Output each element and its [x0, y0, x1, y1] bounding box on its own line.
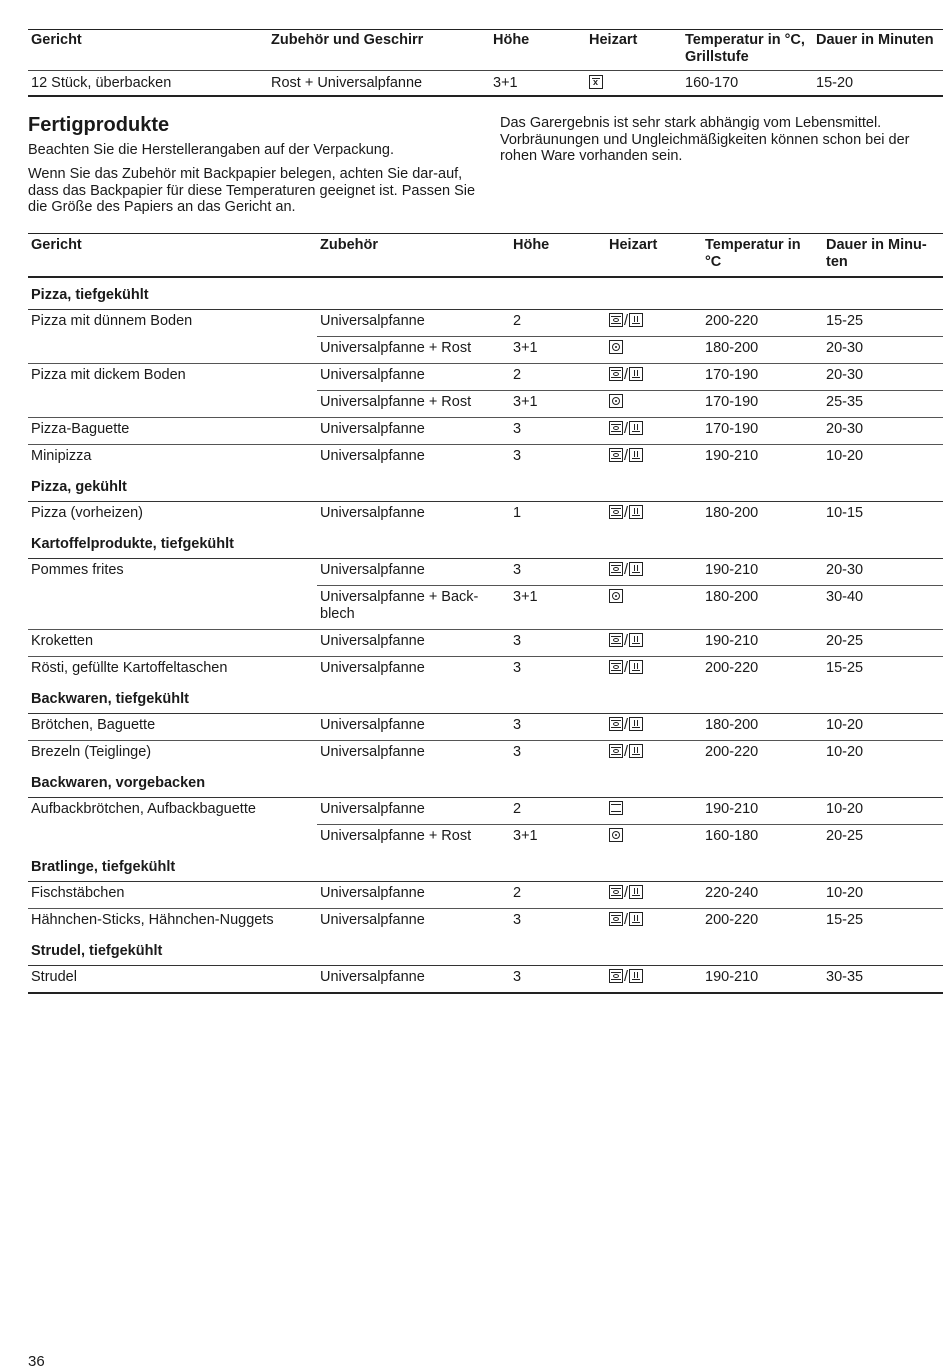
group-header-row: [28, 683, 943, 714]
cell-temperatur: 180-200: [705, 505, 759, 521]
hot-air-3d-icon: [609, 505, 623, 519]
cell-hoehe: 3+1: [510, 825, 606, 852]
cell-gericht: [28, 391, 317, 418]
header-hoehe: Höhe: [510, 234, 606, 278]
header-temperatur: Temperatur in °C, Grillstufe: [682, 30, 813, 71]
cell-temperatur: 180-200: [702, 337, 823, 364]
header-zubehoer: Zubehör: [317, 234, 510, 278]
header-dauer: Dauer in Minuten: [813, 30, 943, 71]
cell-dauer: 10-20: [826, 801, 864, 817]
intro-paragraph: Beachten Sie die Herstellerangaben auf der Verpackung.: [28, 142, 394, 158]
group-title: Bratlinge, tiefgekühlt: [28, 851, 943, 882]
cell-gericht: Fischstäbchen: [31, 885, 125, 901]
group-header-row: [28, 935, 943, 966]
pizza-setting-icon: [629, 367, 643, 381]
cell-temperatur: 180-200: [705, 717, 759, 733]
fan-heat-icon: [609, 828, 623, 842]
cell-hoehe: 3: [510, 657, 606, 684]
cell-hoehe: 2: [513, 885, 522, 901]
cell-heizart: [606, 882, 702, 909]
icon-separator: /: [624, 421, 629, 437]
cell-heizart: [606, 657, 702, 684]
pizza-setting-icon: [629, 505, 643, 519]
cell-heizart: [586, 71, 682, 97]
table-row: [28, 825, 943, 852]
cell-dauer: 20-25: [823, 825, 943, 852]
cell-gericht: Brötchen, Baguette: [31, 717, 156, 733]
cell-hoehe: 3: [510, 630, 606, 657]
cell-heizart: [606, 909, 702, 936]
cell-gericht: Pizza (vorheizen): [31, 505, 144, 521]
cell-dauer: 15-25: [826, 313, 864, 329]
pizza-setting-icon: [629, 717, 643, 731]
icon-separator: /: [624, 562, 629, 578]
fan-heat-icon: [609, 394, 623, 408]
cell-zubehoer: Universalpfanne: [317, 445, 510, 472]
hot-air-3d-icon: [609, 744, 623, 758]
cell-temperatur: 190-210: [705, 562, 759, 578]
hot-air-3d-icon: [609, 448, 623, 462]
cell-gericht: Aufbackbrötchen, Aufbackbaguette: [31, 801, 256, 817]
cell-dauer: 20-30: [826, 562, 864, 578]
pizza-setting-icon: [629, 421, 643, 435]
cell-dauer: 30-35: [823, 966, 943, 994]
cell-heizart: [606, 630, 702, 657]
table-row: [28, 364, 943, 391]
cell-hoehe: 3: [513, 562, 522, 578]
hot-air-3d-icon: [609, 885, 623, 899]
table-row: [28, 502, 943, 529]
cell-temperatur: 170-190: [702, 391, 823, 418]
table-row: [28, 741, 943, 768]
cell-zubehoer: Universalpfanne: [317, 418, 510, 445]
cell-hoehe: 3: [513, 717, 522, 733]
cell-temperatur: 190-210: [702, 630, 823, 657]
cell-heizart: [606, 966, 702, 994]
icon-separator: /: [624, 633, 629, 649]
icon-separator: /: [624, 313, 629, 329]
cell-zubehoer: Universalpfanne: [317, 909, 510, 936]
group-title: Kartoffelprodukte, tiefgekühlt: [28, 528, 943, 559]
cell-temperatur: 200-220: [702, 741, 823, 768]
table-row: [28, 798, 943, 825]
header-heizart: Heizart: [586, 30, 682, 71]
hot-air-3d-icon: [609, 421, 623, 435]
table-row: [28, 882, 943, 909]
cell-temperatur: 200-220: [702, 657, 823, 684]
cell-temperatur: 170-190: [702, 418, 823, 445]
cell-dauer: 15-25: [823, 909, 943, 936]
cell-zubehoer: Universalpfanne: [317, 657, 510, 684]
cell-zubehoer: Universalpfanne: [320, 562, 425, 578]
cell-temperatur: 190-210: [705, 801, 759, 817]
icon-separator: /: [624, 969, 629, 985]
cell-temperatur: 220-240: [705, 885, 759, 901]
header-gericht: Gericht: [28, 234, 317, 278]
group-header-row: [28, 851, 943, 882]
cell-temperatur: 190-210: [702, 966, 823, 994]
cell-heizart: [606, 714, 702, 741]
cell-hoehe: 3: [510, 418, 606, 445]
fertigprodukte-table: [28, 233, 943, 994]
top-bottom-heat-icon: [609, 801, 623, 815]
table-row: [28, 310, 943, 337]
cell-hoehe: 3: [510, 909, 606, 936]
header-gericht: Gericht: [28, 30, 268, 71]
table-header-row: [28, 234, 943, 278]
cell-dauer: 30-40: [823, 586, 943, 630]
cell-dauer: 25-35: [823, 391, 943, 418]
cell-temperatur: 160-180: [702, 825, 823, 852]
cell-gericht: Brezeln (Teiglinge): [28, 741, 317, 768]
cell-heizart: [606, 502, 702, 529]
cell-heizart: [606, 337, 702, 364]
cell-hoehe: 3+1: [510, 586, 606, 630]
pizza-setting-icon: [629, 313, 643, 327]
baking-paper-paragraph: Wenn Sie das Zubehör mit Backpapier belegen, achten Sie dar-auf, dass das Backpapier für diese Temperaturen geeignet ist. Passen Sie die Größe des Papiers an das Gericht an.: [28, 166, 476, 215]
table-row: [28, 909, 943, 936]
pizza-setting-icon: [629, 562, 643, 576]
cell-gericht: Pizza mit dickem Boden: [28, 364, 317, 391]
cell-hoehe: 3+1: [493, 75, 518, 91]
cell-zubehoer: Universalpfanne + Rost: [317, 337, 510, 364]
table-row: [28, 657, 943, 684]
cell-zubehoer: Universalpfanne + Back-blech: [317, 586, 510, 630]
cell-zubehoer: Universalpfanne: [320, 885, 425, 901]
pizza-setting-icon: [629, 633, 643, 647]
cell-hoehe: 3: [510, 966, 606, 994]
icon-separator: /: [624, 717, 629, 733]
cell-zubehoer: Universalpfanne: [320, 505, 425, 521]
cell-hoehe: 2: [513, 313, 522, 329]
table-row: [28, 391, 943, 418]
group-title: Backwaren, tiefgekühlt: [28, 683, 943, 714]
previous-table-continuation: [28, 29, 943, 97]
cell-heizart: [606, 310, 702, 337]
cell-dauer: 20-30: [823, 418, 943, 445]
cell-gericht: 12 Stück, überbacken: [31, 75, 172, 91]
cell-heizart: [606, 559, 702, 586]
cell-hoehe: 1: [513, 505, 522, 521]
cell-temperatur: 180-200: [702, 586, 823, 630]
table-row: [28, 586, 943, 630]
hot-air-3d-icon: [609, 969, 623, 983]
fan-heat-icon: [609, 589, 623, 603]
table-row: [28, 418, 943, 445]
cell-hoehe: 3+1: [510, 391, 606, 418]
group-title: Strudel, tiefgekühlt: [28, 935, 943, 966]
cell-heizart: [606, 825, 702, 852]
group-title: Pizza, gekühlt: [28, 471, 943, 502]
table-row: [28, 559, 943, 586]
cell-gericht: Pizza mit dünnem Boden: [31, 313, 193, 329]
cell-dauer: 20-30: [823, 337, 943, 364]
cell-dauer: 10-20: [823, 741, 943, 768]
cell-gericht: Strudel: [28, 966, 317, 994]
cell-heizart: [606, 418, 702, 445]
cell-gericht: [28, 337, 317, 364]
header-dauer: Dauer in Minu-ten: [823, 234, 943, 278]
cell-hoehe: 3: [510, 741, 606, 768]
result-note-paragraph: Das Garergebnis ist sehr stark abhängig vom Lebensmittel. Vorbräunungen und Ungleichmäßigkeiten können schon bei der rohen Ware vorhanden sein.: [500, 115, 910, 164]
cell-hoehe: 2: [510, 364, 606, 391]
cell-gericht: Kroketten: [28, 630, 317, 657]
cell-temperatur: 200-220: [705, 313, 759, 329]
hot-air-3d-icon: [609, 660, 623, 674]
hot-air-3d-icon: [609, 717, 623, 731]
group-title: Backwaren, vorgebacken: [28, 767, 943, 798]
cell-temperatur: 170-190: [702, 364, 823, 391]
icon-separator: /: [624, 660, 629, 676]
page-number: 36: [28, 1353, 45, 1370]
group-header-row: [28, 277, 943, 310]
cell-gericht: [28, 586, 317, 630]
pizza-setting-icon: [629, 912, 643, 926]
cell-dauer: 10-20: [826, 717, 864, 733]
cell-gericht: Rösti, gefüllte Kartoffeltaschen: [28, 657, 317, 684]
table-row: [28, 714, 943, 741]
cell-zubehoer: Universalpfanne: [317, 364, 510, 391]
pizza-setting-icon: [629, 969, 643, 983]
cell-zubehoer: Universalpfanne: [317, 630, 510, 657]
icon-separator: /: [624, 367, 629, 383]
icon-separator: /: [624, 885, 629, 901]
header-temperatur: Temperatur in °C: [702, 234, 823, 278]
hot-air-3d-icon: [609, 912, 623, 926]
header-heizart: Heizart: [606, 234, 702, 278]
icon-separator: /: [624, 744, 629, 760]
icon-separator: /: [624, 912, 629, 928]
cell-hoehe: 2: [513, 801, 522, 817]
pizza-setting-icon: [629, 744, 643, 758]
cell-gericht: Hähnchen-Sticks, Hähnchen-Nuggets: [28, 909, 317, 936]
cell-heizart: [606, 741, 702, 768]
table-row: [28, 966, 943, 994]
cell-dauer: 15-25: [823, 657, 943, 684]
cell-heizart: [606, 391, 702, 418]
cell-heizart: [606, 445, 702, 472]
group-header-row: [28, 471, 943, 502]
cell-gericht: Pommes frites: [31, 562, 124, 578]
group-header-row: [28, 767, 943, 798]
group-title: Pizza, tiefgekühlt: [28, 277, 943, 310]
cell-gericht: Minipizza: [28, 445, 317, 472]
cell-zubehoer: Universalpfanne + Rost: [317, 825, 510, 852]
cell-zubehoer: Universalpfanne: [317, 966, 510, 994]
table-row: [28, 71, 943, 97]
cell-temperatur: 190-210: [702, 445, 823, 472]
cell-dauer: 10-15: [826, 505, 864, 521]
cell-hoehe: 3+1: [510, 337, 606, 364]
hot-air-3d-icon: [609, 367, 623, 381]
cell-zubehoer: Rost + Universalpfanne: [271, 75, 423, 91]
cell-gericht: Pizza-Baguette: [28, 418, 317, 445]
cell-heizart: [606, 586, 702, 630]
cell-zubehoer: Universalpfanne: [320, 801, 425, 817]
fan-heat-icon: [609, 340, 623, 354]
cell-dauer: 10-20: [826, 885, 864, 901]
hot-air-3d-icon: [609, 633, 623, 647]
cell-dauer: 15-20: [816, 75, 854, 91]
table-body: [28, 277, 943, 993]
group-header-row: [28, 528, 943, 559]
header-zubehoer: Zubehör und Geschirr: [268, 30, 490, 71]
hot-air-3d-icon: [609, 313, 623, 327]
pizza-setting-icon: [629, 448, 643, 462]
cell-dauer: 20-30: [823, 364, 943, 391]
header-hoehe: Höhe: [490, 30, 586, 71]
pizza-setting-icon: [629, 885, 643, 899]
cell-heizart: [606, 364, 702, 391]
cell-zubehoer: Universalpfanne: [317, 741, 510, 768]
grill-icon: [589, 75, 603, 89]
cell-zubehoer: Universalpfanne: [320, 717, 425, 733]
cell-gericht: [28, 825, 317, 852]
hot-air-3d-icon: [609, 562, 623, 576]
cell-zubehoer: Universalpfanne + Rost: [317, 391, 510, 418]
cell-hoehe: 3: [510, 445, 606, 472]
table-row: [28, 630, 943, 657]
cell-temperatur: 200-220: [702, 909, 823, 936]
cell-zubehoer: Universalpfanne: [320, 313, 425, 329]
table-row: [28, 445, 943, 472]
cell-heizart: [606, 798, 702, 825]
section-title: Fertigprodukte: [28, 114, 170, 136]
table-row: [28, 337, 943, 364]
cell-dauer: 20-25: [823, 630, 943, 657]
cell-temperatur: 160-170: [685, 75, 739, 91]
icon-separator: /: [624, 505, 629, 521]
icon-separator: /: [624, 448, 629, 464]
table-header-row: [28, 30, 943, 71]
cell-dauer: 10-20: [823, 445, 943, 472]
pizza-setting-icon: [629, 660, 643, 674]
